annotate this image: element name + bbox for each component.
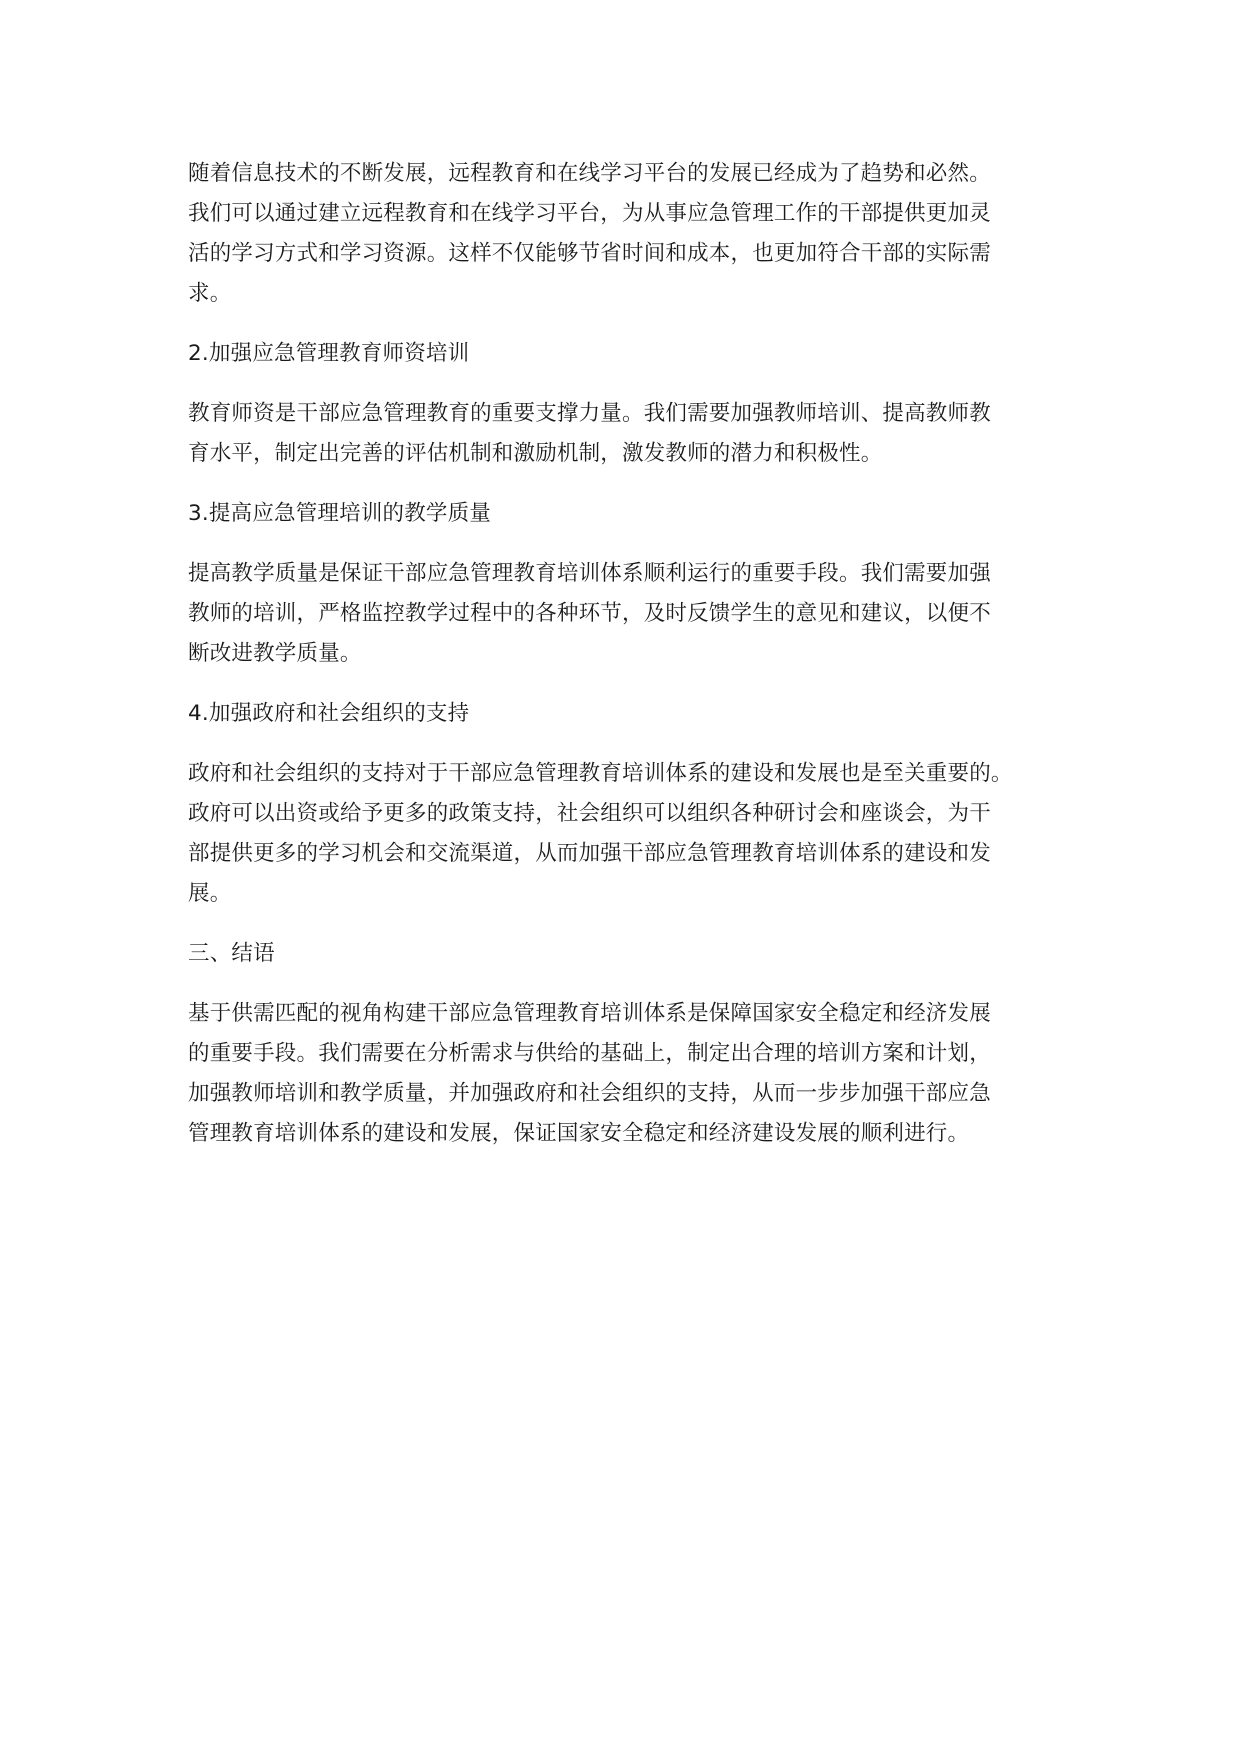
- paragraph-line: 政府和社会组织的支持对于干部应急管理教育培训体系的建设和发展也是至关重要的。: [188, 761, 1013, 786]
- document-body: [188, 154, 1068, 1174]
- paragraph-line: 加强教师培训和教学质量，并加强政府和社会组织的支持，从而一步步加强干部应急: [188, 1081, 991, 1106]
- paragraph-line: 育水平，制定出完善的评估机制和激励机制，激发教师的潜力和积极性。: [188, 441, 883, 466]
- heading-text: 三、结语: [188, 941, 275, 966]
- heading-text: 3.提高应急管理培训的教学质量: [188, 501, 492, 526]
- section-heading-conclusion: [188, 934, 1068, 974]
- paragraph-line: 基于供需匹配的视角构建干部应急管理教育培训体系是保障国家安全稳定和经济发展: [188, 1001, 991, 1026]
- paragraph-line: 教师的培训，严格监控教学过程中的各种环节，及时反馈学生的意见和建议，以便不: [188, 601, 991, 626]
- paragraph-line: 我们可以通过建立远程教育和在线学习平台，为从事应急管理工作的干部提供更加灵: [188, 201, 991, 226]
- section-heading-3: [188, 494, 1068, 534]
- paragraph-line: 的重要手段。我们需要在分析需求与供给的基础上，制定出合理的培训方案和计划，: [188, 1041, 991, 1066]
- paragraph-line: 提高教学质量是保证干部应急管理教育培训体系顺利运行的重要手段。我们需要加强: [188, 561, 991, 586]
- paragraph-line: 随着信息技术的不断发展，远程教育和在线学习平台的发展已经成为了趋势和必然。: [188, 161, 991, 186]
- paragraph-line: 教育师资是干部应急管理教育的重要支撑力量。我们需要加强教师培训、提高教师教: [188, 401, 991, 426]
- paragraph-line: 求。: [188, 281, 232, 306]
- heading-text: 4.加强政府和社会组织的支持: [188, 701, 470, 726]
- paragraph-teacher-training: [188, 394, 1068, 474]
- paragraph-line: 部提供更多的学习机会和交流渠道，从而加强干部应急管理教育培训体系的建设和发: [188, 841, 991, 866]
- section-heading-2: [188, 334, 1068, 374]
- paragraph-line: 断改进教学质量。: [188, 641, 362, 666]
- paragraph-line: 活的学习方式和学习资源。这样不仅能够节省时间和成本，也更加符合干部的实际需: [188, 241, 991, 266]
- paragraph-teaching-quality: [188, 554, 1068, 674]
- heading-text: 2.加强应急管理教育师资培训: [188, 341, 470, 366]
- paragraph-line: 展。: [188, 881, 232, 906]
- paragraph-conclusion: [188, 994, 1068, 1154]
- paragraph-remote-learning: [188, 154, 1068, 314]
- section-heading-4: [188, 694, 1068, 734]
- paragraph-line: 政府可以出资或给予更多的政策支持，社会组织可以组织各种研讨会和座谈会，为干: [188, 801, 991, 826]
- paragraph-government-support: [188, 754, 1068, 914]
- paragraph-line: 管理教育培训体系的建设和发展，保证国家安全稳定和经济建设发展的顺利进行。: [188, 1121, 970, 1146]
